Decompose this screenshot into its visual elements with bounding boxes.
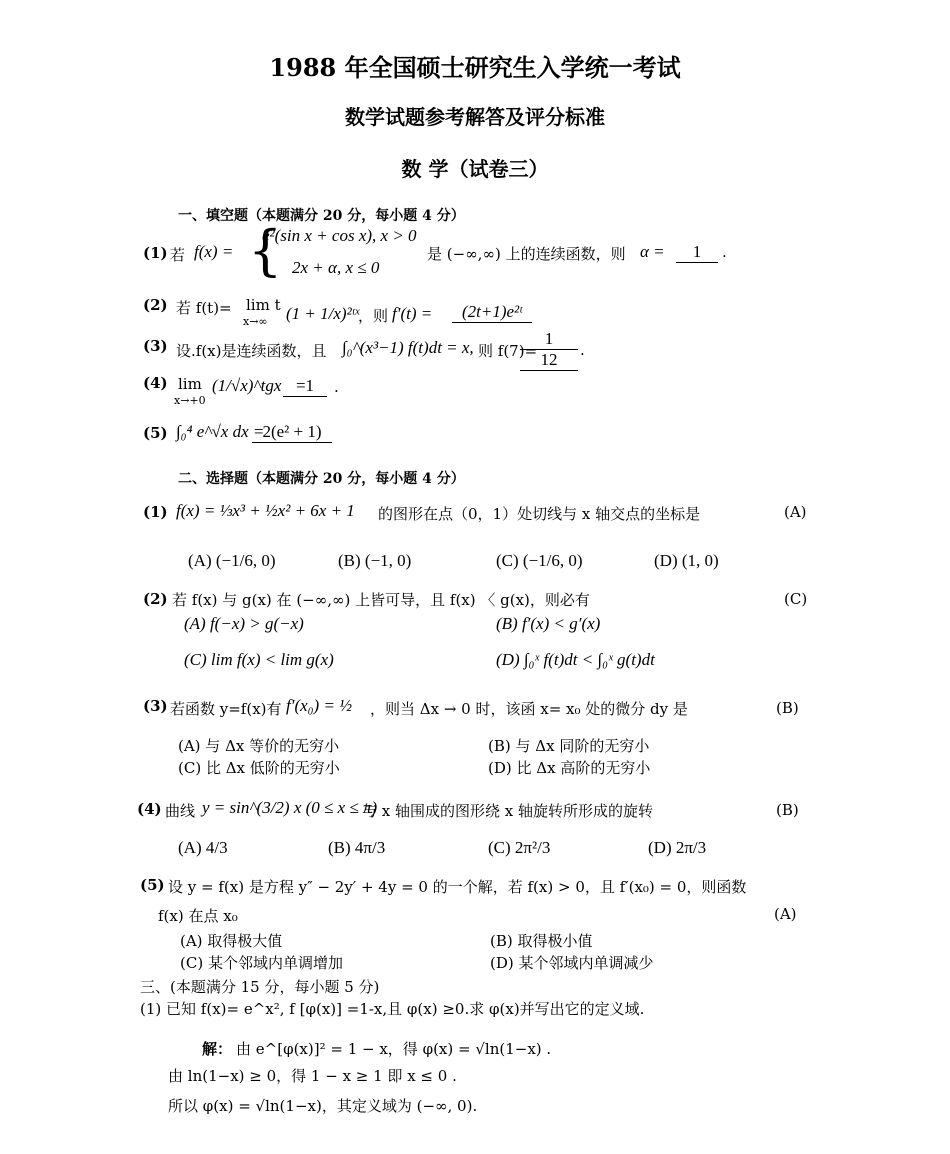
s2-q4-answer: (B) [776, 801, 799, 819]
s2-q2-answer: (C) [784, 590, 808, 608]
s1-q1-alpha: α = [640, 242, 665, 261]
s1-q1-prefix: 若 [170, 246, 186, 264]
s2-q4-option-d: (D) 2π/3 [648, 838, 707, 857]
s1-q1-answer: 1 [676, 242, 718, 263]
s2-q4-text1: 曲线 [165, 802, 196, 820]
section-1-heading: 一、填空题（本题满分 20 分，每小题 4 分） [178, 208, 465, 224]
section-2-heading: 二、选择题（本题满分 20 分，每小题 4 分） [178, 471, 465, 487]
s1-q3-text: 设.f(x)是连续函数，且 [176, 342, 327, 360]
s2-q3-answer: (B) [776, 699, 799, 717]
s1-q2-number: (2) [143, 296, 168, 314]
s1-q5-answer: 2(e² + 1) [252, 422, 332, 443]
s2-q2-option-b: (B) f′(x) < g′(x) [496, 614, 601, 633]
s1-q4-expr: (1/√x)^tgx [212, 376, 282, 395]
s2-q3-option-b: (B) 与 Δx 同阶的无穷小 [488, 737, 650, 755]
s2-q3-text2: ，则当 Δx → 0 时，该函 x= x₀ 处的微分 dy 是 [370, 700, 688, 718]
s1-q4-lim: lim [178, 375, 202, 393]
s1-q3-answer [520, 329, 578, 371]
section-3-heading: 三、(本题满分 15 分，每小题 5 分) [140, 978, 380, 996]
s1-q1-func: f(x) = [194, 242, 234, 261]
s1-q2-mid: ，则 [358, 307, 389, 325]
s3-solution-label: 解： [202, 1040, 233, 1058]
page-title: 1988 年全国硕士研究生入学统一考试 [269, 53, 681, 82]
s2-q5-option-b: (B) 取得极小值 [490, 932, 593, 950]
s2-q1-option-c: (C) (−1/6, 0) [496, 551, 583, 570]
s2-q4-option-c: (C) 2π²/3 [488, 838, 551, 857]
s2-q1-option-b: (B) (−1, 0) [338, 551, 412, 570]
s2-q1-option-d: (D) (1, 0) [654, 551, 719, 570]
s2-q2-text: 若 f(x) 与 g(x) 在 (−∞,∞) 上皆可导，且 f(x) 〈 g(x)，则必有 [172, 591, 590, 609]
page-subtitle: 数学试题参考解答及评分标准 [345, 105, 605, 129]
s2-q4-expr: y = sin^(3/2) x (0 ≤ x ≤ π) [202, 798, 378, 817]
paper-title: 数 学（试卷三） [401, 157, 549, 181]
s1-q1-mid: 是 (−∞,∞) 上的连续函数，则 [427, 245, 626, 263]
s2-q3-option-d: (D) 比 Δx 高阶的无穷小 [488, 759, 651, 777]
s3-solution-line-3: 所以 φ(x) = √ln(1−x)，其定义域为 (−∞, 0). [168, 1097, 478, 1115]
s3-q1-text: (1) 已知 f(x)= e^x², f [φ(x)] =1-x,且 φ(x) ≥0.求 φ(x)并写出它的定义域. [140, 1000, 645, 1018]
s1-q1-brace: { [248, 219, 283, 282]
s1-q3-answer-den: 12 [520, 349, 578, 371]
s1-q3-answer-num: 1 [544, 329, 554, 348]
s2-q3-option-a: (A) 与 Δx 等价的无穷小 [178, 737, 340, 755]
s2-q2-option-c: (C) lim f(x) < lim g(x) [184, 650, 334, 669]
s1-q1-case1: e²(sin x + cos x), x > 0 [262, 226, 417, 245]
s2-q4-number: (4) [137, 800, 162, 818]
s2-q5-text1: 设 y = f(x) 是方程 y″ − 2y′ + 4y = 0 的一个解，若 f(x) > 0，且 f′(x₀) = 0，则函数 [168, 878, 747, 896]
s2-q1-option-a: (A) (−1/6, 0) [188, 551, 276, 570]
s1-q3-number: (3) [143, 337, 168, 355]
s1-q3-end: . [580, 341, 585, 359]
s1-q4-end: . [334, 378, 339, 396]
s2-q1-expr: f(x) = ⅓x³ + ½x² + 6x + 1 [176, 501, 355, 520]
s2-q5-option-d: (D) 某个邻域内单调减少 [490, 954, 654, 972]
s2-q5-answer: (A) [774, 905, 797, 923]
s1-q4-limsub: x→+0 [174, 394, 206, 407]
s1-q5-number: (5) [143, 424, 168, 442]
s2-q1-text: 的图形在点（0，1）处切线与 x 轴交点的坐标是 [378, 505, 701, 523]
s2-q1-number: (1) [143, 503, 168, 521]
s1-q3-mid: 则 f(7)= [478, 342, 538, 360]
s3-solution-line-1: 由 e^[φ(x)]² = 1 − x，得 φ(x) = √ln(1−x) . [236, 1040, 552, 1058]
s1-q2-text: 若 f(t)= [176, 299, 232, 317]
s1-q2-limsub: x→∞ [243, 315, 268, 328]
s2-q5-option-a: (A) 取得极大值 [180, 932, 283, 950]
s1-q2-expr: (1 + 1/x)²ᵗˣ [286, 304, 360, 323]
s1-q1-end: . [722, 243, 727, 261]
s2-q5-number: (5) [140, 876, 165, 894]
s2-q3-expr: f′(x₀) = ½ [286, 696, 352, 715]
s2-q4-option-a: (A) 4/3 [178, 838, 228, 857]
s2-q4-text2: 与 x 轴围成的图形绕 x 轴旋转所形成的旋转 [362, 802, 653, 820]
s1-q2-answer: (2t+1)e²ᵗ [452, 302, 532, 323]
s2-q2-option-a: (A) f(−x) > g(−x) [184, 614, 304, 633]
s2-q1-answer: (A) [784, 503, 807, 521]
s1-q4-number: (4) [143, 374, 168, 392]
s3-solution-line-2: 由 ln(1−x) ≥ 0，得 1 − x ≥ 1 即 x ≤ 0 . [168, 1067, 457, 1085]
s1-q4-answer: =1 [283, 376, 327, 397]
s1-q2-lim: lim t [246, 296, 281, 314]
s2-q3-text1: 若函数 y=f(x)有 [170, 700, 282, 718]
s1-q5-integral: ∫₀⁴ e^√x dx = [176, 422, 265, 441]
s1-q2-fprime: f′(t) = [392, 304, 433, 323]
s1-q3-integral: ∫₀^(x³−1) f(t)dt = x, [342, 338, 474, 357]
s2-q4-option-b: (B) 4π/3 [328, 838, 386, 857]
s2-q5-text2: f(x) 在点 x₀ [158, 907, 238, 925]
s2-q2-option-d: (D) ∫₀ˣ f(t)dt < ∫₀ˣ g(t)dt [496, 650, 655, 669]
s2-q3-number: (3) [143, 697, 168, 715]
s2-q5-option-c: (C) 某个邻域内单调增加 [180, 954, 343, 972]
s1-q1-case2: 2x + α, x ≤ 0 [292, 258, 380, 277]
s1-q1-number: (1) [143, 244, 168, 262]
s2-q2-number: (2) [143, 590, 168, 608]
s2-q3-option-c: (C) 比 Δx 低阶的无穷小 [178, 759, 340, 777]
